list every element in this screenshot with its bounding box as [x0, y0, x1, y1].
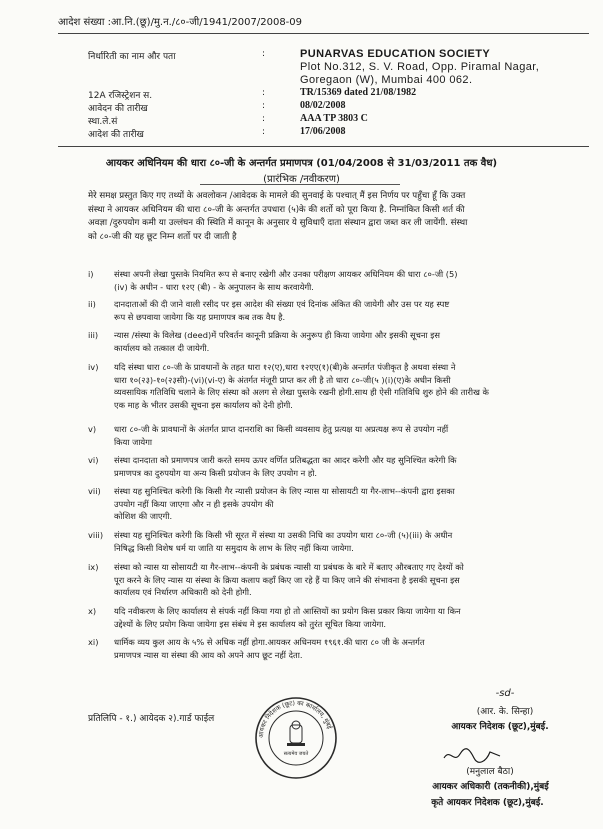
condition-line: धारा १०(२३)-१०(२३सी)-(vi)(vi-ए) के अंतर्गत मंजूरी प्राप्त कर ली है तो धारा ८०-जी(५ )(i)(ए)के अधीन किसी: [114, 374, 451, 385]
condition-line: धार्मिक व्यय कुल आय के ५% से अधिक नहीं होगा.आयकर अधिनयम १९६१.की धारा ८० जी के अन्तर्गत: [114, 637, 425, 647]
condition-line: संस्था को न्यास या सोसायटी या गैर-लाभ--कंपनी के प्रबंधक न्यासी या प्रबंधक के बारे में बताए औरबताए गए देश्यों को: [114, 562, 464, 572]
condition-number: iv): [88, 362, 99, 372]
condition-line: दानदाताओं की दी जाने वाली रसीद पर इस आदेश की संख्या एवं दिनांक अंकित की जायेगी और उस पर यह स्पष्ट: [114, 299, 450, 309]
intro-line: मेरे समक्ष प्रस्तुत किए गए तथ्यों के अवलोकन /आवेदक के मामले की सुनवाई के पश्चात् मैं इस निर्णय पर पहुँचा हूँ कि उक्त: [88, 191, 466, 201]
condition-item: [88, 485, 589, 523]
condition-line: (iv) के अधीन - धारा १२ए (बी) - के अनुपालन के साथ करवायेगी.: [114, 281, 314, 292]
condition-line: व्यवसायिक गतिविधि चलाने के लिए संस्था को अलग से लेखा पुस्तके रखनी होगी.साथ ही ऐसी गतिविधि शुरु होने की तारीख के: [114, 387, 489, 398]
condition-number: iii): [88, 330, 99, 340]
condition-line: निषिद्ध किसी विशेष धर्म या जाति या समुदाय के लाभ के लिए नहीं किया जायेगा.: [114, 542, 354, 553]
condition-line: उपयोग नहीं किया जाएगा और न ही इसके उपयोग की: [114, 498, 274, 509]
officer-name: (मनुलाल बैठा): [466, 767, 514, 777]
condition-line: कार्यालय एवं निर्धारण अधिकारी को देनी होगी.: [114, 587, 252, 598]
emblem-icon: [287, 721, 305, 746]
condition-item: [88, 561, 589, 599]
condition-item: [88, 605, 589, 630]
signature-scribble: -sd-: [495, 688, 515, 699]
condition-number: vii): [88, 486, 101, 496]
condition-number: xi): [88, 637, 99, 647]
intro-line: संस्था ने आयकर अधिनियम की धारा ८०-जी के अन्तर्गत उपधारा (५)के की शर्तो को पूरा किया है. निम्नांकित किसी शर्त की: [88, 204, 465, 215]
seal-ring-text: आयकर निदेशक (छूट) का कार्यालय, मुंबई: [257, 699, 333, 739]
condition-line: संस्था यह सुनिश्चित करेगी कि किसी भी सूरत में संस्था या उसकी निधि का उपयोग धारा ८०-जी (५)(iii) के अधीन: [114, 530, 453, 540]
office-seal-stamp: [253, 695, 339, 781]
certificate-title: आयकर अधिनियम की धारा ८०-जी के अन्तर्गत प्रमाणपत्र (01/04/2008 से 31/03/2011 तक वैध): [105, 158, 498, 169]
copy-to-line: प्रतिलिपि - १.) आयेदक २).गार्ड फाईल: [88, 714, 215, 724]
pan-value: AAA TP 3803 C: [300, 113, 368, 124]
condition-line: यदि नवीकरण के लिए कार्यालय से संपर्क नहीं किया गया हो तो आस्तियों का प्रयोग किस प्रकार किया जायेगा या किन: [114, 606, 461, 616]
officer-for-director: कृते आयकर निदेशक (छूट),मुंबई.: [431, 798, 544, 808]
registration-value: TR/15369 dated 21/08/1982: [300, 87, 417, 98]
condition-number: i): [88, 269, 94, 279]
condition-line: धारा ८०-जी के प्रावधानों के अंतर्गत प्राप्त दानराशि का किसी व्यवसाय हेतु प्रत्यक्ष या अप्रत्यक्ष रूप से उपयोग नहीं: [114, 424, 449, 434]
condition-line: कोशिश की जाएगी.: [114, 511, 173, 522]
certificate-subtitle: (प्रारंभिक /नवीकरण): [263, 174, 340, 185]
condition-line: उद्देश्यों के लिए प्रयोग किया जायेगा इस संबंध मे इस कार्यालय को तुरंत सूचित किया जायेगा.: [114, 618, 386, 629]
condition-line: कार्यालय को तत्काल दी जायेगी.: [114, 342, 210, 353]
assessee-address: [300, 48, 539, 87]
condition-item: [88, 423, 589, 448]
application-date-label: आवेदन की तारीख: [88, 104, 148, 114]
title-underline: [200, 184, 400, 185]
condition-line: रूप से छपवाया जायेगा कि यह प्रमाणपत्र कब तक वैध है.: [114, 311, 286, 322]
condition-item: [88, 529, 589, 554]
condition-number: ix): [88, 562, 99, 572]
order-date-colon: :: [262, 127, 266, 137]
application-date-colon: :: [262, 101, 266, 111]
officer-designation: आयकर अधिकारी (तकनीकी),मुंबई: [432, 782, 549, 792]
condition-number: vi): [88, 455, 99, 465]
intro-paragraph: [88, 190, 589, 244]
seal-motto: सत्यमेव जयते: [283, 751, 309, 757]
intro-line: अवज्ञा /दुरुपयोग कमी या उल्लंघन की स्थिति में कानून के अनुसार ये सुविधाएँ दाता संस्थान द्वारा जब्त कर ली जायेंगी. संस्था: [88, 218, 468, 228]
application-date-value: 08/02/2008: [300, 100, 346, 111]
pan-colon: :: [262, 114, 266, 124]
org-name: PUNARVAS EDUCATION SOCIETY: [300, 48, 491, 60]
condition-item: [88, 268, 589, 293]
order-date-label: आदेश की तारीख: [88, 130, 144, 140]
condition-number: viii): [88, 530, 104, 540]
registration-label: 12A रजिस्ट्रेशन स.: [88, 91, 153, 101]
intro-line: को ८०-जी की यह छूट निम्न शर्तो पर दी जाती है: [88, 231, 237, 242]
pan-label: स्था.ले.सं: [88, 117, 118, 127]
assessee-colon: :: [262, 49, 266, 59]
assessee-label: निर्धारिती का नाम और पता: [88, 52, 176, 62]
header-divider: [58, 33, 589, 34]
condition-number: ii): [88, 299, 96, 309]
condition-line: एक माह के भीतर उसकी सूचना इस कार्यालय को देनी होगी.: [114, 399, 293, 410]
org-address-line-1: Plot No.312, S. V. Road, Opp. Piramal Nagar,: [300, 61, 540, 73]
condition-line: यदि संस्था धारा ८०-जी के प्रावधानों के तहत धारा १२(ए),धारा १२एए(१)(बी)के अन्तर्गत पंजीकृत है अथवा संस्था ने: [114, 362, 456, 372]
condition-item: [88, 298, 589, 323]
condition-item: [88, 454, 589, 479]
order-reference: आदेश संख्या :आ.नि.(छू)/मु.न./८०-जी/1941/2007/2008-09: [58, 17, 303, 28]
condition-line: संस्था अपनी लेखा पुस्तके नियमित रूप से बनाए रखेगी और उनका परीक्षण आयकर अधिनियम की धारा ८०-जी (5): [114, 269, 458, 279]
condition-item: [88, 361, 589, 411]
condition-line: संस्था यह सुनिश्चित करेगी कि किसी गैर न्यासी प्रयोजन के लिए न्यास या सोसायटी या गैर-लाभ--कंपनी द्वारा इसका: [114, 486, 455, 496]
condition-number: x): [88, 606, 97, 616]
condition-line: न्यास /संस्था के विलेख (deed)में परिवर्तन कानूनी प्रक्रिया के अनुरूप ही किया जायेगा और इसकी सूचना इस: [114, 330, 440, 340]
signatory-designation: आयकर निदेशक (छूट),मुंबई.: [451, 722, 549, 732]
handwritten-signature-icon: [440, 744, 510, 766]
condition-item: [88, 636, 589, 661]
org-address-line-2: Goregaon (W), Mumbai 400 062.: [300, 74, 473, 86]
signatory-name: (आर. के. सिन्हा): [476, 707, 534, 717]
condition-line: किया जायेगा: [114, 436, 153, 447]
condition-number: v): [88, 424, 97, 434]
condition-line: प्रमाणपत्र का दुरुपयोग या अन्य किसी प्रयोजन के लिए उपयोग न हो.: [114, 467, 318, 478]
condition-line: पूरा करने के लिए न्यास या संस्था के क्रिया कलाप कहाँ किए जा रहे हैं या किए जाने की संभावना है इसकी सूचना इस: [114, 574, 460, 585]
condition-item: [88, 329, 589, 354]
details-divider: [58, 146, 589, 147]
condition-line: संस्था दानदाता को प्रमाणपत्र जारी करते समय ऊपर वर्णित प्रतिबद्धता का आदर करेगी और यह सुनिश्चित करेगी कि: [114, 455, 457, 465]
order-date-value: 17/06/2008: [300, 126, 346, 137]
condition-line: प्रमाणपत्र न्यास या संस्था की आय को अपने आप छूट नहीं देता.: [114, 649, 303, 660]
registration-colon: :: [262, 88, 266, 98]
